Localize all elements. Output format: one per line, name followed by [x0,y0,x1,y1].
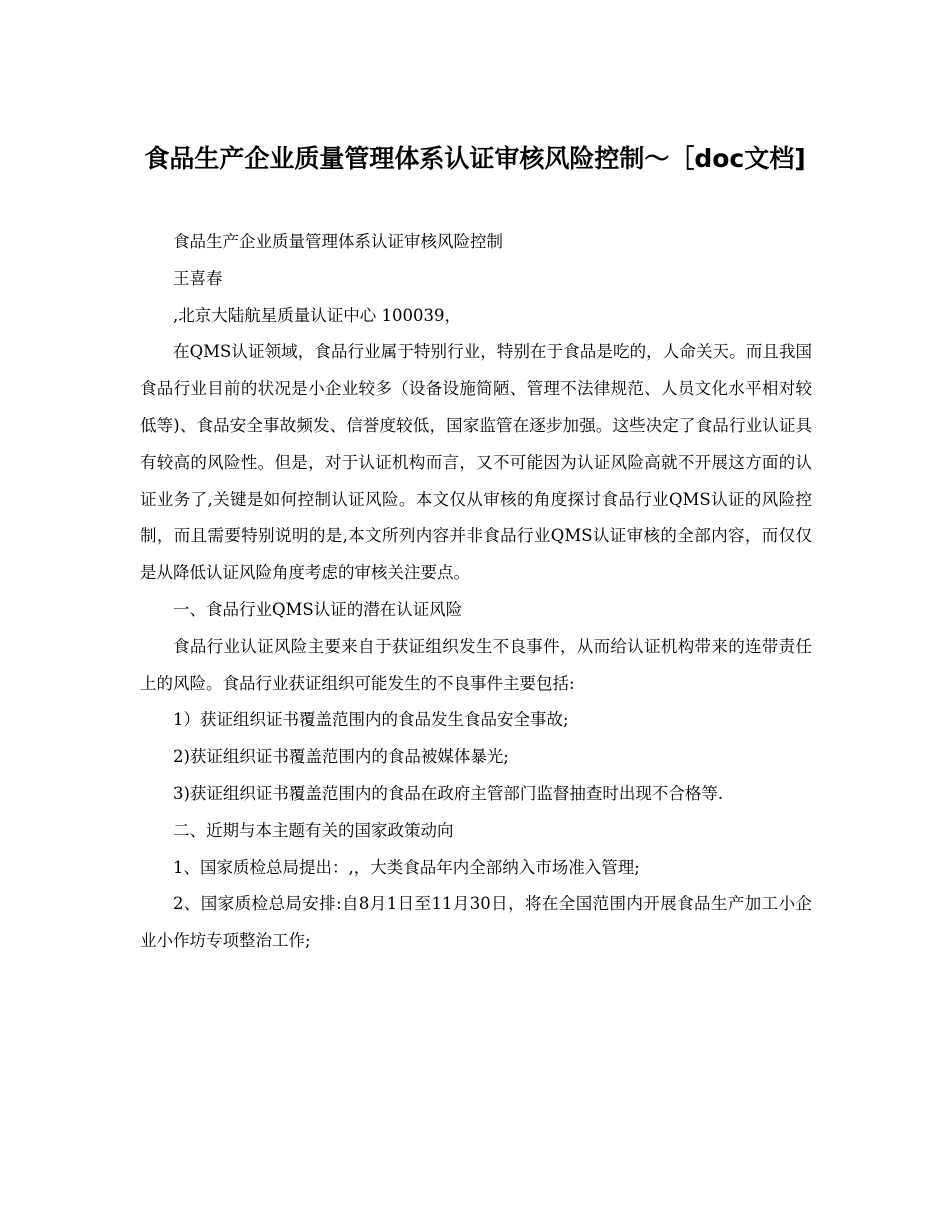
list-item-1: 1）获证组织证书覆盖范围内的食品发生食品安全事故; [173,710,569,730]
policy-item-1: 1、国家质检总局提出：,，大类食品年内全部纳入市场准入管理; [173,857,640,877]
list-item-2: 2)获证组织证书覆盖范围内的食品被媒体暴光; [173,747,509,767]
policy-item-2: 2、国家质检总局安排:自8月1日至11月30日，将在全国范围内开展食品生产加工小企业小作坊专项整治工作; [140,894,812,951]
document-body [140,224,812,960]
list-item-3: 3)获证组织证书覆盖范围内的食品在政府主管部门监督抽查时出现不合格等. [173,783,724,803]
document-title: 食品生产企业质量管理体系认证审核风险控制～［doc文档] [144,144,806,173]
intro-paragraph: 在QMS认证领域，食品行业属于特别行业，特别在于食品是吃的，人命关天。而且我国食品行业目前的状况是小企业较多（设备设施简陋、管理不法律规范、人员文化水平相对较低等)、食品安全事故频发、信誉度较低，国家监管在逐步加强。这些决定了食品行业认证具有较高的风险性。但是，对于认证机构而言，又不可能因为认证风险高就不开展这方面的认证业务了,关键是如何控制认证风险。本文仅从审核的角度探讨食品行业QMS认证的风险控制，而且需要特别说明的是,本文所列内容并非食品行业QMS认证审核的全部内容，而仅仅是从降低认证风险角度考虑的审核关注要点。 [140,342,812,583]
subtitle-paragraph: 食品生产企业质量管理体系认证审核风险控制 [173,232,503,251]
body-paragraph: 食品行业认证风险主要来自于获证组织发生不良事件，从而给认证机构带来的连带责任上的风险。食品行业获证组织可能发生的不良事件主要包括: [140,636,812,693]
author-paragraph: 王喜春 [173,268,223,288]
section-heading-1: 一、食品行业QMS认证的潜在认证风险 [173,599,463,619]
affiliation-paragraph: ,北京大陆航星质量认证中心 100039， [173,305,461,325]
section-heading-2: 二、近期与本主题有关的国家政策动向 [173,820,454,840]
